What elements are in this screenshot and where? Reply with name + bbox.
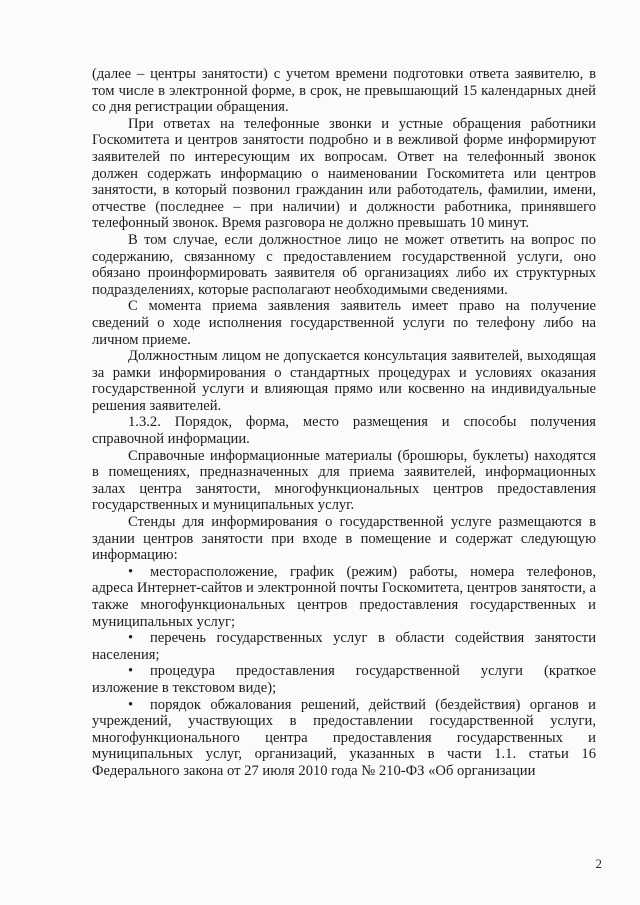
paragraph-official-cannot-answer: В том случае, если должностное лицо не может ответить на вопрос по содержанию, связанному с предоставлением государственной услуги, оно обязано проинформировать заявителя об организациях либо их структурных подразделениях, которые располагают необходимыми сведениями. — [92, 231, 596, 298]
paragraph-consultation-limits: Должностным лицом не допускается консультация заявителей, выходящая за рамки информирования о стандартных процедурах и условиях оказания государственной услуги и влияющая прямо или косвенно на индивидуальные решения заявителей. — [92, 348, 596, 414]
paragraph-information-stands: Стенды для информирования о государственной услуге размещаются в здании центров занятости при входе в помещение и содержат следующую информацию: — [92, 514, 596, 564]
paragraph-continuation: (далее – центры занятости) с учетом времени подготовки ответа заявителю, в том числе в электронной форме, в срок, не превышающий 15 календарных дней со дня регистрации обращения. — [92, 66, 596, 116]
list-item-text: месторасположение, график (режим) работы, номера телефонов, адреса Интернет-сайтов и электронной почты Госкомитета, центров занятости, а также многофункциональных центров предоставления государственных и муниципальных услуг; — [92, 563, 596, 630]
bullet-marker: • — [128, 630, 134, 647]
page-number: 2 — [595, 856, 602, 871]
paragraph-phone-answers: При ответах на телефонные звонки и устные обращения работники Госкомитета и центров занятости подробно и в вежливой форме информируют заявителей по интересующим их вопросам. Ответ на телефонный звонок должен содержать информацию о наименовании Госкомитета или центров занятости, в который позвонил гражданин или работодатель, фамилии, имени, отчестве (последнее – при наличии) и должности работника, принявшего телефонный звонок. Время разговора не должно превышать 10 минут. — [92, 115, 596, 232]
paragraph-section-1-3-2: 1.3.2. Порядок, форма, место размещения и способы получения справочной информации. — [92, 414, 596, 448]
paragraph-reference-materials: Справочные информационные материалы (брошюры, буклеты) находятся в помещениях, предназначенных для приема заявителей, информационных залах центра занятости, многофункциональных центров предоставления государственных и муниципальных услуг. — [92, 447, 596, 514]
list-item — [92, 630, 596, 663]
list-item — [92, 663, 596, 696]
document-body — [92, 66, 596, 780]
bullet-marker: • — [128, 663, 134, 680]
list-item-text: процедура предоставления государственной услуги (краткое изложение в текстовом виде); — [92, 663, 596, 696]
list-item-text: порядок обжалования решений, действий (бездействия) органов и учреждений, участвующих в предоставлении государственной услуги, многофункционального центра предоставления государственных и муниципальных услуг, организаций, указанных в части 1.1. статьи 16 Федерального закона от 27 июля 2010 года № 210-ФЗ «Об организации — [92, 696, 596, 779]
list-item — [92, 697, 596, 780]
list-item-text: перечень государственных услуг в области содействия занятости населения; — [92, 630, 596, 663]
bullet-marker: • — [128, 696, 134, 713]
paragraph-right-to-information: С момента приема заявления заявитель имеет право на получение сведений о ходе исполнения государственной услуги по телефону либо на личном приеме. — [92, 298, 596, 348]
list-item — [92, 564, 596, 630]
bullet-marker: • — [128, 563, 134, 580]
